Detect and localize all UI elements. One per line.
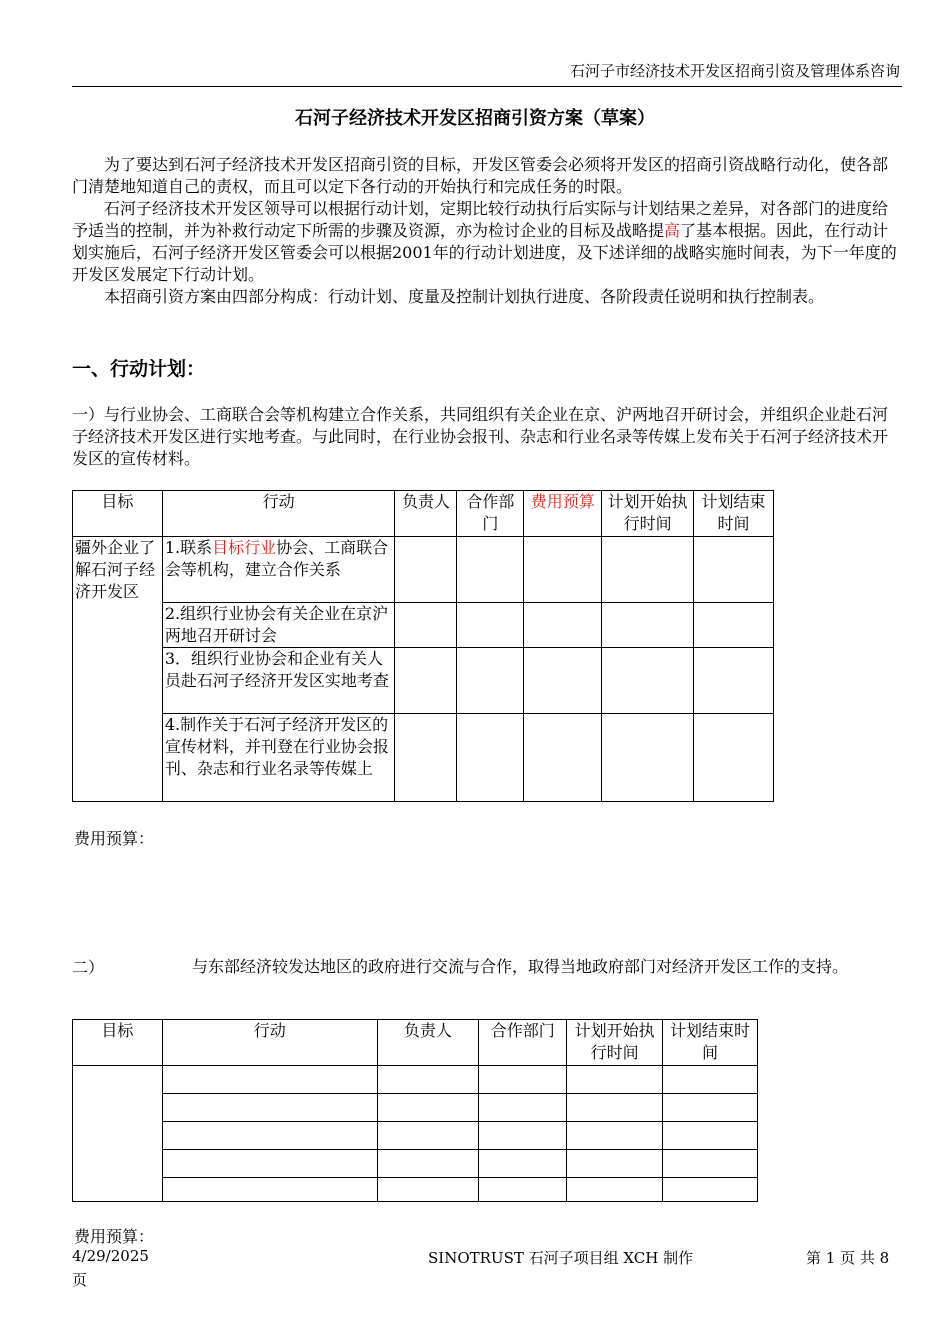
action-item-2: 与东部经济较发达地区的政府进行交流与合作，取得当地政府部门对经济开发区工作的支持。 bbox=[192, 957, 849, 976]
table-row bbox=[73, 1066, 758, 1094]
col-header-action: 行动 bbox=[162, 1020, 377, 1066]
action-cell: 2.组织行业协会有关企业在京沪两地召开研讨会 bbox=[162, 603, 395, 648]
budget-label-1: 费用预算： bbox=[74, 829, 155, 848]
col-header-end: 计划结束时间 bbox=[663, 1020, 758, 1066]
action-table-2 bbox=[72, 1019, 758, 1202]
table-row bbox=[73, 648, 774, 714]
goal-cell: 疆外企业了解石河子经济开发区 bbox=[73, 537, 163, 802]
col-header-partner: 合作部门 bbox=[457, 491, 524, 537]
section-heading: 一、行动计划： bbox=[72, 358, 206, 380]
table-row bbox=[73, 1150, 758, 1178]
table-header-row bbox=[73, 491, 774, 537]
col-header-end: 计划结束时间 bbox=[694, 491, 774, 537]
col-header-partner: 合作部门 bbox=[479, 1020, 567, 1066]
col-header-owner: 负责人 bbox=[377, 1020, 479, 1066]
action-item-1: 一）与行业协会、工商联合会等机构建立合作关系，共同组织有关企业在京、沪两地召开研讨会，并组织企业赴石河子经济技术开发区进行实地考查。与此同时，在行业协会报刊、杂志和行业名录等传媒上发布关于石河子经济技术开发区的宣传材料。 bbox=[72, 405, 889, 468]
col-header-start: 计划开始执行时间 bbox=[567, 1020, 663, 1066]
table-row bbox=[73, 1094, 758, 1122]
action-cell: 4.制作关于石河子经济开发区的宣传材料，并刊登在行业协会报刊、杂志和行业名录等传媒上 bbox=[162, 714, 395, 802]
intro-paragraph-3: 本招商引资方案由四部分构成：行动计划、度量及控制计划执行进度、各阶段责任说明和执行控制表。 bbox=[104, 287, 825, 306]
intro-paragraph-1: 为了要达到石河子经济技术开发区招商引资的目标，开发区管委会必须将开发区的招商引资战略行动化，使各部门清楚地知道自己的责权，而且可以定下各行动的开始执行和完成任务的时限。 bbox=[72, 155, 889, 196]
table-row bbox=[73, 714, 774, 802]
table-row bbox=[73, 537, 774, 603]
col-header-budget: 费用预算 bbox=[524, 491, 602, 537]
footer-page-number: 第 1 页 共 8 bbox=[806, 1249, 890, 1267]
action-cell: 3．组织行业协会和企业有关人员赴石河子经济开发区实地考查 bbox=[162, 648, 395, 714]
table-row bbox=[73, 603, 774, 648]
footer-date: 4/29/2025 bbox=[72, 1247, 149, 1265]
action-table-1 bbox=[72, 490, 774, 802]
table-row bbox=[73, 1178, 758, 1202]
intro-paragraph-2: 石河子经济技术开发区领导可以根据行动计划，定期比较行动执行后实际与计划结果之差异，对各部门的进度给予适当的控制，并为补救行动定下所需的步骤及资源，亦为检讨企业的目标及战略提高了基本根据。因此，在行动计划实施后，石河子经济开发区管委会可以根据2001年的行动计划进度，及下述详细的战略实施时间表，为下一年度的开发区发展定下行动计划。 bbox=[72, 199, 897, 284]
highlight-text: 高 bbox=[664, 221, 681, 240]
col-header-owner: 负责人 bbox=[395, 491, 457, 537]
col-header-goal: 目标 bbox=[73, 1020, 163, 1066]
col-header-goal: 目标 bbox=[73, 491, 163, 537]
action-cell: 1.联系目标行业协会、工商联合会等机构，建立合作关系 bbox=[162, 537, 395, 603]
header-divider bbox=[72, 86, 902, 87]
running-header: 石河子市经济技术开发区招商引资及管理体系咨询 bbox=[569, 62, 900, 80]
col-header-start: 计划开始执行时间 bbox=[602, 491, 694, 537]
document-title: 石河子经济技术开发区招商引资方案（草案） bbox=[295, 108, 655, 129]
footer-page-number-cont: 页 bbox=[72, 1271, 88, 1289]
footer-center: SINOTRUST 石河子项目组 XCH 制作 bbox=[428, 1249, 694, 1267]
goal-cell bbox=[73, 1066, 163, 1202]
action-item-2-number: 二） bbox=[72, 958, 105, 977]
budget-label-2: 费用预算： bbox=[74, 1227, 155, 1246]
table-header-row bbox=[73, 1020, 758, 1066]
col-header-action: 行动 bbox=[162, 491, 395, 537]
table-row bbox=[73, 1122, 758, 1150]
